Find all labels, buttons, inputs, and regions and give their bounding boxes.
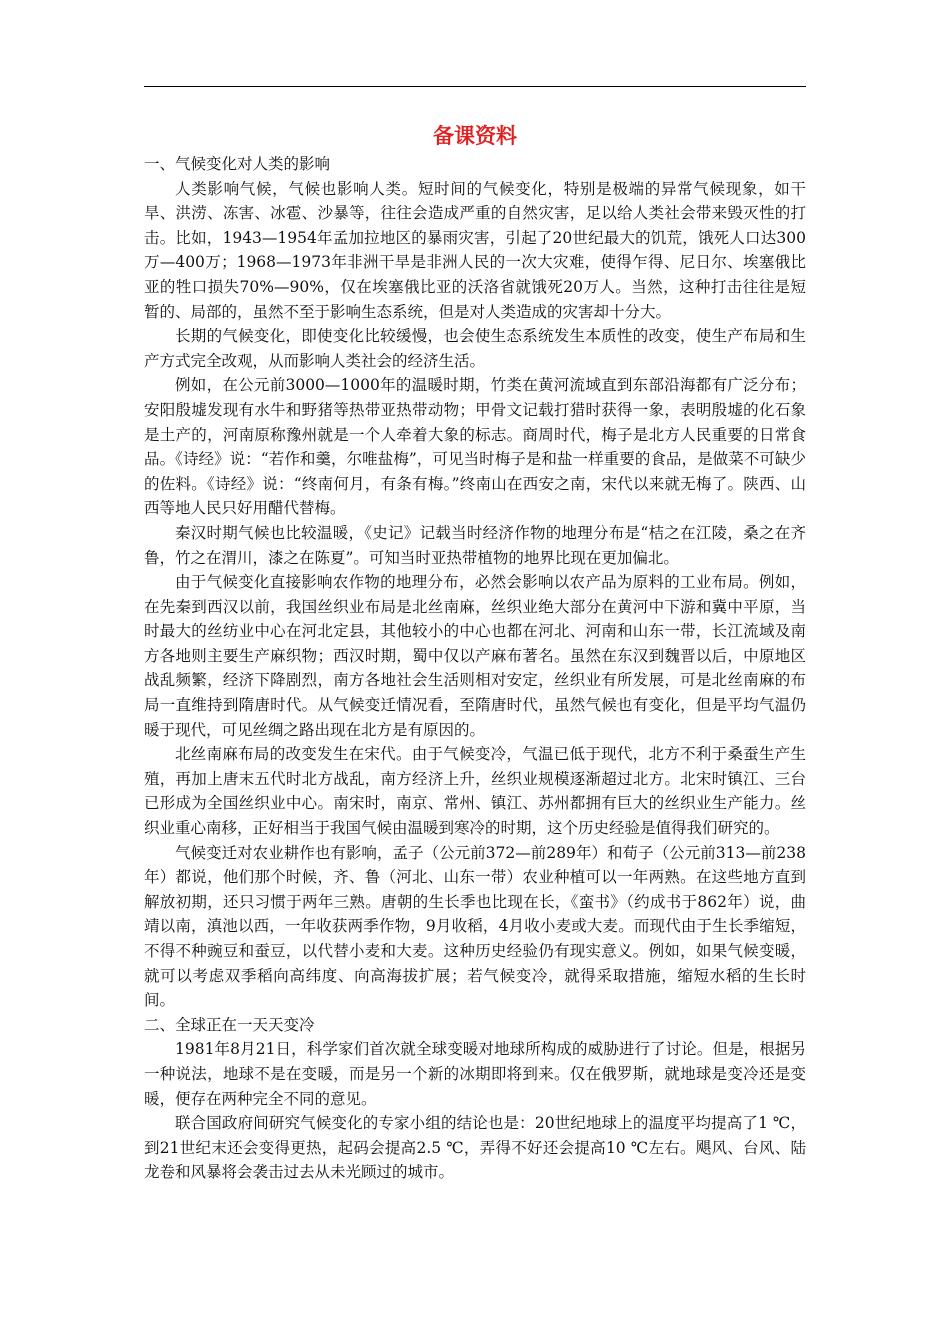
section-2 [144, 1013, 806, 1185]
paragraph: 1981年8月21日，科学家们首次就全球变暖对地球所构成的威胁进行了讨论。但是，根据另一种说法，地球不是在变暖，而是另一个新的冰期即将到来。仅在俄罗斯，就地球是变冷还是变暖，便存在两种完全不同的意见。 [144, 1040, 806, 1108]
paragraph: 联合国政府间研究气候变化的专家小组的结论也是：20世纪地球上的温度平均提高了1 ℃，到21世纪末还会变得更热，起码会提高2.5 ℃，弄得不好还会提高10 ℃左右。飓风、台风、陆龙卷和风暴将会袭击过去从未光顾过的城市。 [144, 1114, 806, 1182]
paragraph: 人类影响气候，气候也影响人类。短时间的气候变化，特别是极端的异常气候现象，如干旱、洪涝、冻害、冰雹、沙暴等，往往会造成严重的自然灾害，足以给人类社会带来毁灭性的打击。比如，1943—1954年孟加拉地区的暴雨灾害，引起了20世纪最大的饥荒，饿死人口达300万—400万；1968—1973年非洲干旱是非洲人民的一次大灾难，使得乍得、尼日尔、埃塞俄比亚的牲口损失70%—90%，仅在埃塞俄比亚的沃洛省就饿死20万人。当然，这种打击往往是短暂的、局部的，虽然不至于影响生态系统，但是对人类造成的灾害却十分大。 [144, 179, 806, 321]
section-1 [144, 152, 806, 1013]
document-body [144, 118, 806, 1185]
paragraph: 秦汉时期气候也比较温暖，《史记》记载当时经济作物的地理分布是“桔之在江陵，桑之在齐鲁，竹之在渭川，漆之在陈夏”。可知当时亚热带植物的地界比现在更加偏北。 [144, 523, 806, 567]
paragraph: 北丝南麻布局的改变发生在宋代。由于气候变冷，气温已低于现代，北方不利于桑蚕生产生殖，再加上唐末五代时北方战乱，南方经济上升，丝织业规模逐渐超过北方。北宋时镇江、三台已形成为全国丝织业中心。南宋时，南京、常州、镇江、苏州都拥有巨大的丝织业生产能力。丝织业重心南移，正好相当于我国气候由温暖到寒冷的时期，这个历史经验是值得我们研究的。 [144, 745, 806, 838]
paragraph: 例如，在公元前3000—1000年的温暖时期，竹类在黄河流域直到东部沿海都有广泛分布；安阳殷墟发现有水牛和野猪等热带亚热带动物；甲骨文记载打猎时获得一象，表明殷墟的化石象是土产的，河南原称豫州就是一个人牵着大象的标志。商周时代，梅子是北方人民重要的日常食品。《诗经》说：“若作和羹，尔唯盐梅”，可见当时梅子是和盐一样重要的食品，是做菜不可缺少的佐料。《诗经》说：“终南何月，有条有梅。”终南山在西安之南，宋代以来就无梅了。陕西、山西等地人民只好用醋代替梅。 [144, 376, 806, 518]
section-heading: 一、气候变化对人类的影响 [144, 155, 331, 173]
document-title: 备课资料 [433, 124, 517, 148]
paragraph: 长期的气候变化，即使变化比较缓慢，也会使生态系统发生本质性的改变，使生产布局和生产方式完全改观，从而影响人类社会的经济生活。 [144, 327, 806, 370]
paragraph: 由于气候变化直接影响农作物的地理分布，必然会影响以农产品为原料的工业布局。例如，在先秦到西汉以前，我国丝织业布局是北丝南麻，丝织业绝大部分在黄河中下游和冀中平原，当时最大的丝纺业中心在河北定县，其他较小的中心也都在河北、河南和山东一带，长江流域及南方各地则主要生产麻织物；西汉时期，蜀中仅以产麻布著名。虽然在东汉到魏晋以后，中原地区战乱频繁，经济下降剧烈，南方各地社会生活则相对安定，丝织业有所发展，可是北丝南麻的布局一直维持到隋唐时代。从气候变迁情况看，至隋唐时代，虽然气候也有变化，但是平均气温仍暖于现代，可见丝绸之路出现在北方是有原因的。 [144, 573, 806, 739]
section-heading: 二、全球正在一天天变冷 [144, 1015, 315, 1034]
paragraph: 气候变迁对农业耕作也有影响，孟子（公元前372—前289年）和荀子（公元前313—前238年）都说，他们那个时候，齐、鲁（河北、山东一带）农业种植可以一年两熟。在这些地方直到解放初期，还只习惯于两年三熟。唐朝的生长季也比现在长，《蛮书》（约成书于862年）说，曲靖以南，滇池以西，一年收获两季作物，9月收稻，4月收小麦或大麦。而现代由于生长季缩短，不得不种豌豆和蚕豆，以代替小麦和大麦。这种历史经验仍有现实意义。例如，如果气候变暖，就可以考虑双季稻向高纬度、向高海拔扩展；若气候变冷，就得采取措施，缩短水稻的生长时间。 [144, 843, 806, 1010]
header-rule [144, 86, 806, 87]
